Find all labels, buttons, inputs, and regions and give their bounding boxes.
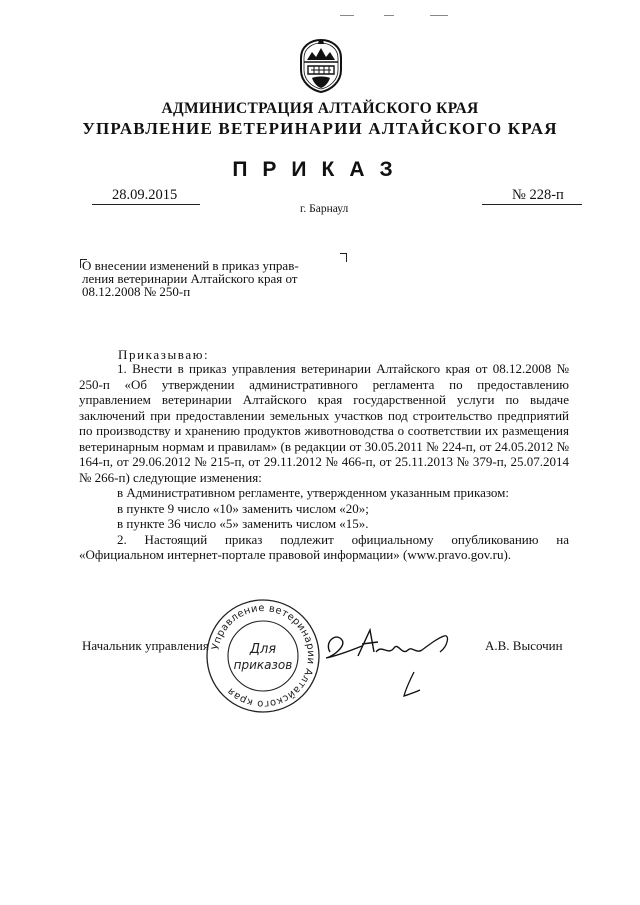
paragraph-item-1: 1. Внести в приказ управления ветеринарии Алтайского края от 08.12.2008 № 250-п «Об утверждении административного регламента по предоставлению управлением ветеринарии Алтайского края государственной услуги по выдаче заключений при предоставлении земельных участков под строительство предприятий по производству и хранению продуктов животноводства о соответствии их размещения ветеринарным нормам и правилам» (в редакции от 30.05.2011 № 224-п, от 24.05.2012 № 164-п, от 29.06.2012 № 215-п, от 29.11.2012 № 466-п, от 25.11.2013 № 379-п, 25.07.2014 № 266-п) следующие изменения: (79, 361, 569, 485)
signatory-position: Начальник управления (82, 638, 209, 653)
date-underline (92, 204, 200, 205)
subject-line: 08.12.2008 № 250-п (82, 284, 191, 299)
handwritten-signature-icon (322, 622, 462, 712)
paragraph-point-9: в пункте 9 число «10» заменить числом «20»; (117, 500, 369, 516)
coat-of-arms-icon (298, 38, 344, 94)
department-name: УПРАВЛЕНИЕ ВЕТЕРИНАРИИ АЛТАЙСКОГО КРАЯ (82, 119, 558, 138)
document-title: ПРИКАЗ (232, 158, 408, 181)
number-underline (482, 204, 582, 205)
paragraph-regulation: в Административном регламенте, утвержденном указанным приказом: (117, 485, 509, 500)
signatory-name: А.В. Высочин (485, 638, 563, 653)
organization-name: АДМИНИСТРАЦИЯ АЛТАЙСКОГО КРАЯ (161, 100, 479, 117)
stamp-ring-text: Управление ветеринарии Алтайского края (210, 602, 317, 710)
stamp-center-line: приказов (233, 658, 293, 672)
scan-speck (384, 15, 394, 16)
round-stamp-icon (204, 597, 322, 715)
stamp-center-line: Для (249, 642, 277, 657)
document-city: г. Барнаул (300, 203, 349, 215)
document-subject (82, 259, 344, 298)
subject-line: ления ветеринарии Алтайского края от (82, 271, 298, 286)
document-number: № 228-п (512, 187, 564, 203)
subject-line: О внесении изменений в приказ управ- (82, 258, 299, 273)
scan-speck (430, 15, 448, 16)
scan-speck (340, 15, 354, 16)
document-date: 28.09.2015 (112, 187, 178, 203)
paragraph-item-2: 2. Настоящий приказ подлежит официальному опубликованию на «Официальном интернет-портале правовой информации» (www.pravo.gov.ru). (79, 531, 569, 562)
order-word: Приказываю: (118, 347, 210, 362)
document-body (79, 361, 569, 563)
paragraph-point-36: в пункте 36 число «5» заменить числом «15». (117, 516, 369, 531)
